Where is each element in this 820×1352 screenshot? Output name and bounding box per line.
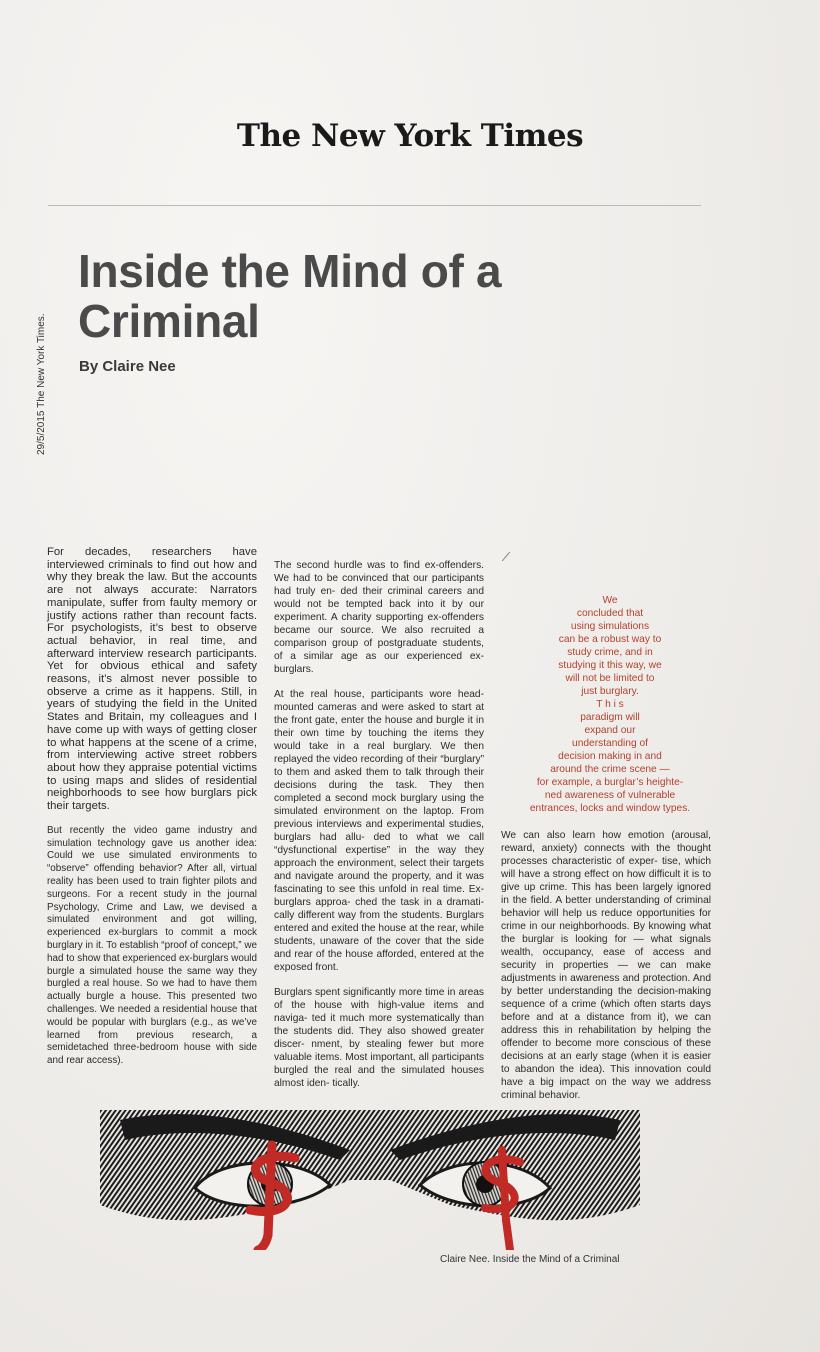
pull-quote-line: ned awareness of vulnerable (544, 790, 676, 801)
image-caption: Claire Nee. Inside the Mind of a Criminal (440, 1254, 620, 1265)
masthead-divider (48, 205, 701, 206)
paragraph: At the real house, participants wore head-mounted cameras and were asked to start at the front gate, enter the house and burgle it in their own time by touching the items they would take in a real burglary. We then replayed the video recording of their “burglary” to them and asked them to talk through their decisions during the task. They then completed a second mock burglary using the simulated environment on the laptop. From previous interviews and experimental studies, burglars had allu- ded to what we call “dysfunctional expertise” in the way they approach the environment, select their targets and navigate around the property, and it was fascinating to see this unfold in real time. Ex-burglars approa- ched the task in a dramati- cally different way from the students. Burglars entered and exited the house at the rear, while students, unaware of the cover that the side and rear of the house afforded, entered at the exposed front. (274, 689, 484, 973)
pull-quote-line: study crime, and in (567, 647, 653, 658)
pull-quote-line: can be a robust way to (558, 634, 662, 645)
pull-quote-line: We (602, 595, 618, 606)
eyes-illustration (100, 1110, 640, 1250)
pull-quote-line: understanding of (572, 738, 648, 749)
paragraph: For decades, researchers have interviewed criminals to find out how and why they break the law. But the accounts are not always accurate: Narrators manipulate, suffer from faulty memory or justify actions rather than recount facts. For psychologists, it’s best to observe actual behavior, in real time, and afterward interview research participants. Yet for obvious ethical and safety reasons, it’s almost never possible to observe a crime as it happens. Still, in years of studying the field in the United States and Britain, my colleagues and I have come up with ways of getting closer to what happens at the scene of a crime, from interviewing active street robbers about how they appraise potential victims to using maps and slides of residential neighborhoods to see how burglars pick their targets. (47, 546, 257, 813)
pull-quote-line: concluded that (576, 608, 644, 619)
pull-quote-line: T h i s (596, 699, 624, 710)
pull-quote-line: will not be limited to (565, 673, 655, 684)
article-headline: Inside the Mind of a Criminal (78, 245, 502, 347)
pull-quote-line: just burglary. (581, 686, 639, 697)
pull-quote (512, 594, 708, 815)
side-date-note: 29/5/2015 The New York Times. (36, 313, 47, 455)
paragraph: Burglars spent significantly more time in areas of the house with high-value items and naviga- ted it much more systematically than the students did. They also showed greater discer- nment, by stealing fewer but more valuable items. Most important, all participants burgled the real and the simulated houses almost iden- tically. (274, 987, 484, 1089)
paragraph: The second hurdle was to find ex-offenders. We had to be convinced that our participants had truly en- ded their criminal careers and would not be tempted back into it by our experiment. A charity supporting ex-offenders became our source. We also recruited a comparison group of postgraduate students, of a similar age as our experienced ex-burglars. (274, 560, 484, 675)
pull-quote-line: expand our (584, 725, 636, 736)
pull-quote-line: studying it this way, we (558, 660, 662, 671)
article-column-2 (274, 559, 484, 1102)
pull-quote-line: using simulations (570, 621, 650, 632)
article-column-1 (47, 546, 257, 1080)
pull-quote-line: entrances, locks and window types. (529, 803, 691, 814)
pull-quote-line: around the crime scene — (550, 764, 670, 775)
pull-quote-line: decision making in and (558, 751, 662, 762)
pull-quote-line: for example, a burglar’s heighte- (536, 777, 684, 788)
paragraph: But recently the video game industry and simulation technology gave us another idea: Could we use simulated environments to “observe” offending behavior? After all, virtual reality has been used to train fighter pilots and surgeons. For a recent study in the journal Psychology, Crime and Law, we devised a simulated environment and got willing, experienced ex-burglars to commit a mock burglary in it. To establish “proof of concept,” we had to show that experienced ex-burglars would burgle a simulated house the same way they burgled a real house. So we had to have them actually burgle a house. This presented two challenges. We needed a residential house that would be popular with burglars (e.g., as we’ve learned from previous research, a semidetached three-bedroom house with side and rear access). (47, 824, 257, 1067)
article-column-3 (501, 829, 711, 1114)
pull-quote-line: paradigm will (580, 712, 640, 723)
paragraph: We can also learn how emotion (arousal, reward, anxiety) connects with the thought processes characteristic of exper- tise, which will have a strong effect on how difficult it is to give up crime. This has been largely ignored in the field. A better understanding of criminal behavior will help us reduce opportunities for crime in our neighborhoods. By knowing what the burglar is looking for — what signals wealth, occupancy, ease of access and security in properties — we can make adjustments in awareness and protection. And by better understanding the decision-making sequence of a crime (which often starts days before and at a distance from it), we can address this in rehabilitation by helping the offender to become more conscious of these decisions at an early stage (when it is easier to abandon the idea). This innovation could have a big impact on the way we address criminal behavior. (501, 830, 711, 1101)
masthead-logo: The New York Times (236, 118, 584, 154)
article-byline: By Claire Nee (79, 358, 176, 375)
